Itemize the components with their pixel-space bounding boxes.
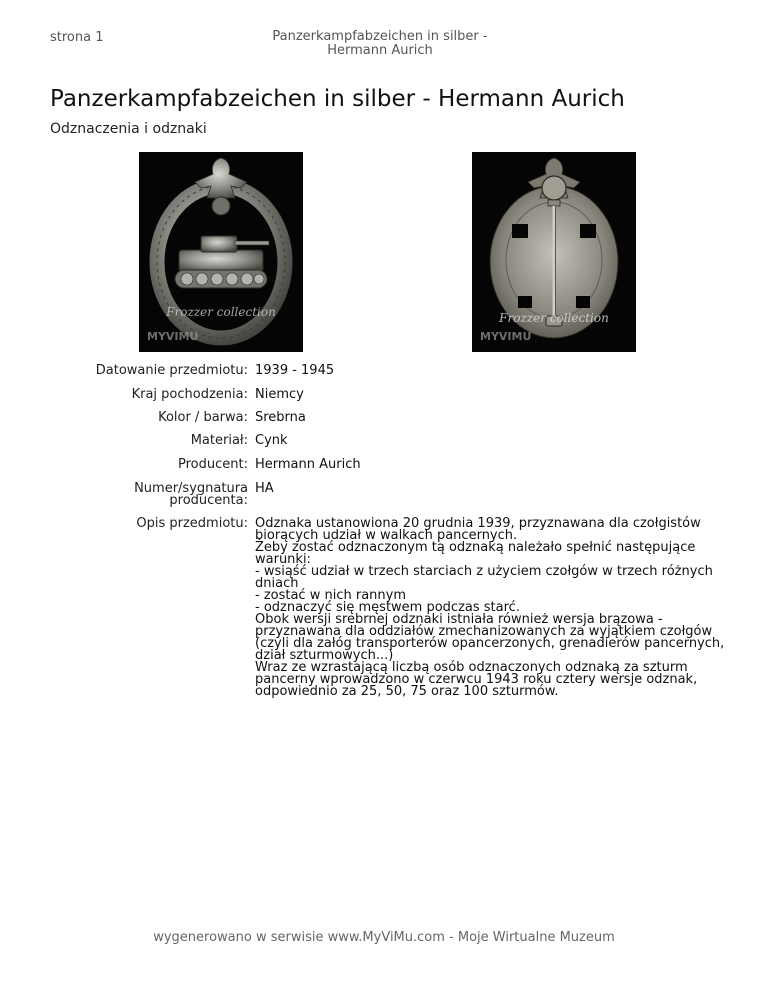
signature-label-line2: producenta: (169, 493, 248, 508)
page-footer[interactable]: wygenerowano w serwisie www.MyViMu.com - Moje Wirtualne Muzeum (153, 930, 615, 945)
dating-value: 1939 - 1945 (255, 363, 335, 378)
signature-value: HA (255, 481, 274, 496)
description-line: Wraz ze wzrastającą liczbą osób odznaczonych odznaką za szturm (255, 660, 688, 675)
description-line: Obok wersji srebrnej odznaki istniała również wersja brązowa - (255, 612, 663, 627)
badge-front-image (139, 152, 303, 352)
badge-front-photo[interactable] (139, 152, 303, 352)
description-line: - odznaczyć się męstwem podczas starć. (255, 600, 520, 615)
header-title-line2: Hermann Aurich (327, 43, 433, 58)
description-line: dniach (255, 576, 299, 591)
document-category: Odznaczenia i odznaki (50, 121, 207, 137)
country-value: Niemcy (255, 387, 304, 402)
badge-back-photo[interactable] (472, 152, 636, 352)
description-value (255, 516, 725, 699)
description-line: warunki: (255, 552, 311, 567)
watermark-text: Frozzer collection (166, 305, 276, 319)
header-title-line1: Panzerkampfabzeichen in silber - (272, 29, 488, 44)
description-line: biorących udział w walkach pancernych. (255, 528, 518, 543)
description-line: - zostać w nich rannym (255, 588, 406, 603)
description-line: pancerny wprowadzono w czerwcu 1943 roku cztery wersje odznak, (255, 672, 698, 687)
country-label: Kraj pochodzenia: (131, 387, 248, 402)
description-line: dział szturmowych...) (255, 648, 394, 663)
description-label: Opis przedmiotu: (136, 516, 248, 531)
logo-text-back: MYVIMU (480, 330, 532, 343)
badge-back-image (472, 152, 636, 352)
logo-text: MYVIMU (147, 330, 199, 343)
signature-label (50, 483, 248, 507)
material-label: Materiał: (190, 433, 248, 448)
description-line: odpowiednio za 25, 50, 75 oraz 100 szturmów. (255, 684, 559, 699)
header-title (260, 30, 500, 58)
color-value: Srebrna (255, 410, 306, 425)
dating-label: Datowanie przedmiotu: (95, 363, 248, 378)
producer-value: Hermann Aurich (255, 457, 361, 472)
producer-label: Producent: (178, 457, 248, 472)
page-header (50, 30, 718, 64)
description-line: Odznaka ustanowiona 20 grudnia 1939, przyznawana dla czołgistów (255, 516, 701, 531)
description-line: Żeby zostać odznaczonym tą odznaką należało spełnić następujące (255, 540, 696, 555)
material-value: Cynk (255, 433, 288, 448)
document-title: Panzerkampfabzeichen in silber - Hermann Aurich (50, 86, 625, 112)
page-number: strona 1 (50, 30, 104, 45)
description-line: (czyli dla załóg transporterów opancerzonych, grenadierów pancernych, (255, 636, 725, 651)
signature-label-line1: Numer/sygnatura (134, 481, 248, 496)
watermark-text-back: Frozzer collection (499, 311, 609, 325)
description-line: - wsiąść udział w trzech starciach z użyciem czołgów w trzech różnych (255, 564, 713, 579)
color-label: Kolor / barwa: (158, 410, 248, 425)
description-line: przyznawana dla oddziałów zmechanizowanych za wyjątkiem czołgów (255, 624, 713, 639)
